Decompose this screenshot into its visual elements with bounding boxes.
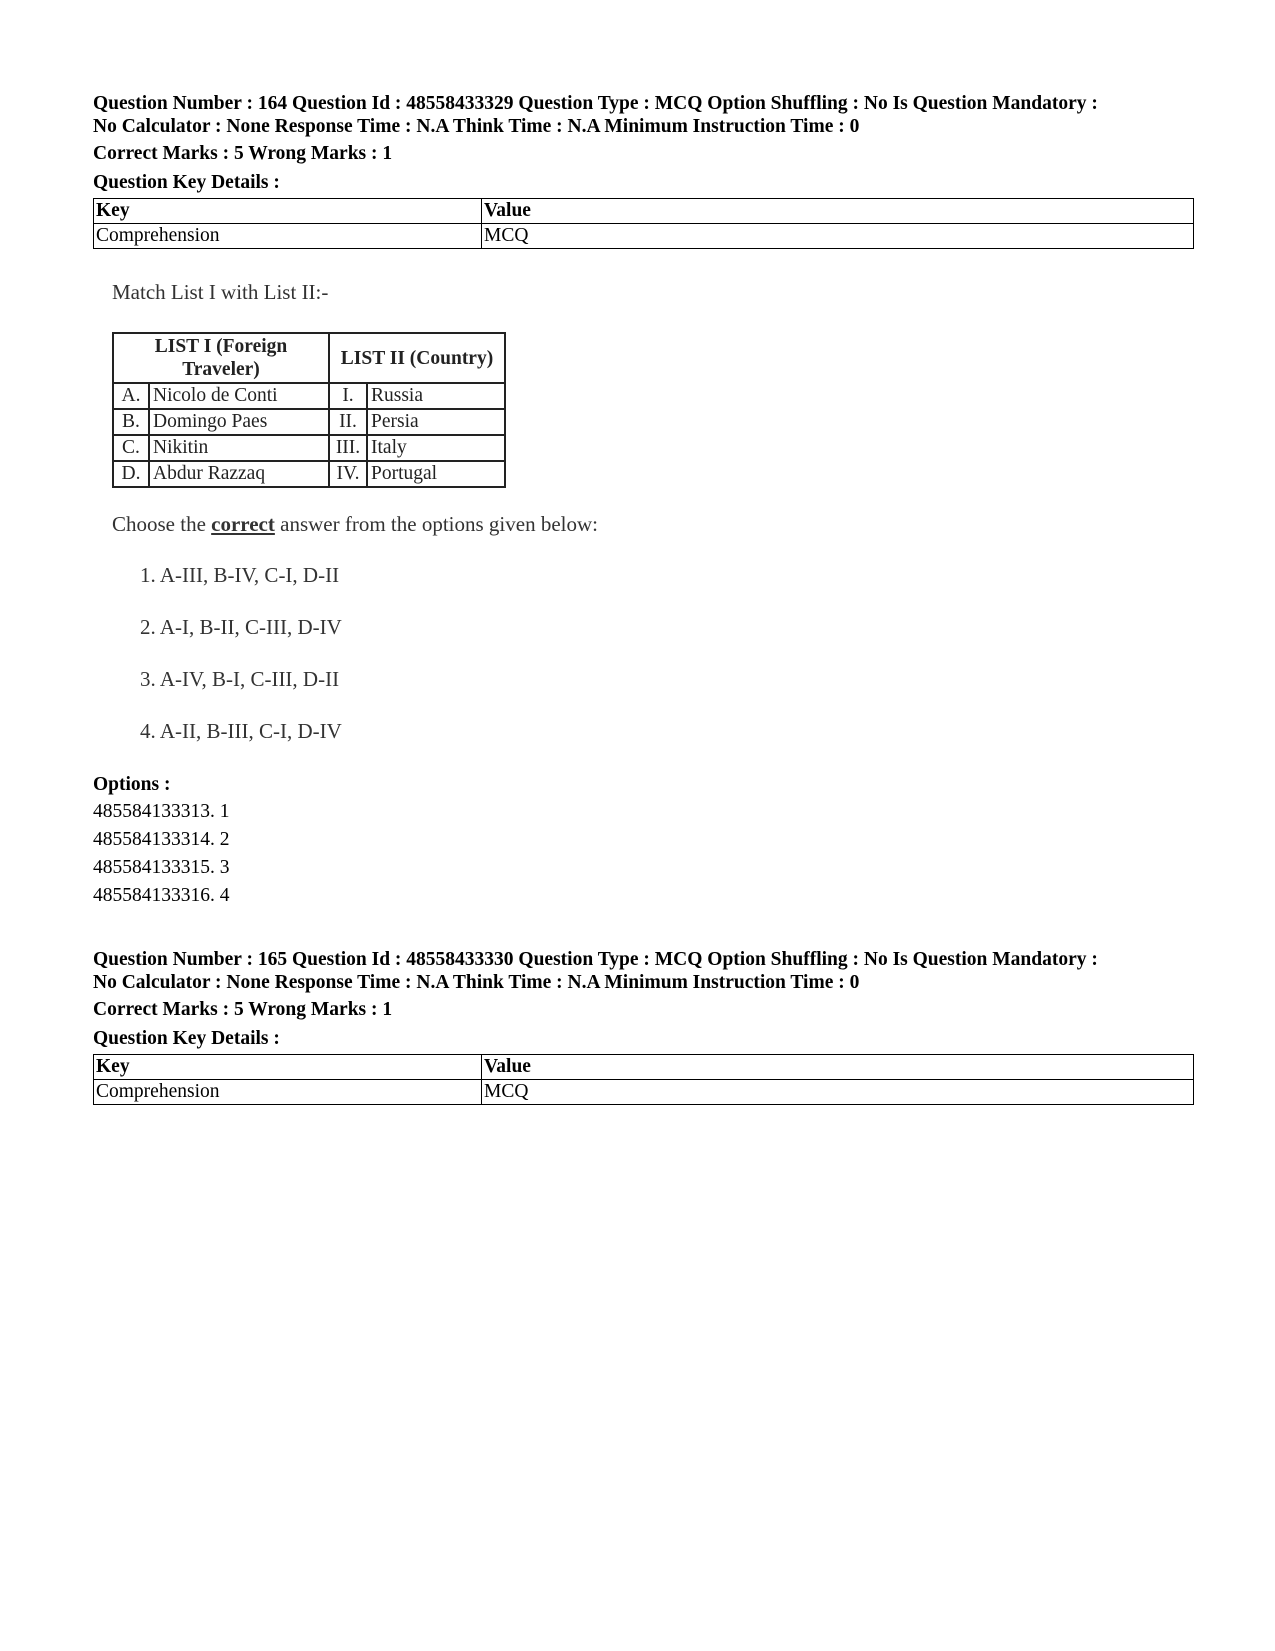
choose-instruction xyxy=(112,512,598,537)
list-1-item: Domingo Paes xyxy=(149,409,329,435)
list-2-item: Russia xyxy=(367,383,505,409)
match-lists-table xyxy=(112,332,506,488)
question-165-key-table xyxy=(93,1054,1194,1105)
question-164-body xyxy=(112,276,672,761)
question-165-meta xyxy=(93,948,1193,994)
choose-text-emphasis: correct xyxy=(211,512,275,536)
value-cell: MCQ xyxy=(482,224,1194,249)
options-label: Options : xyxy=(93,774,171,795)
lists-header-row xyxy=(113,333,505,383)
question-164-meta-line2: No Calculator : None Response Time : N.A Think Time : N.A Minimum Instruction Time : 0 xyxy=(93,116,860,137)
list-1-header: LIST I (Foreign Traveler) xyxy=(113,333,329,383)
question-165-marks: Correct Marks : 5 Wrong Marks : 1 xyxy=(93,999,393,1020)
key-table-row xyxy=(94,1080,1194,1105)
list-2-numeral: III. xyxy=(329,435,367,461)
list-2-item: Persia xyxy=(367,409,505,435)
question-164-marks: Correct Marks : 5 Wrong Marks : 1 xyxy=(93,143,393,164)
answer-choice-1: 1. A-III, B-IV, C-I, D-II xyxy=(140,563,340,587)
question-165-meta-line2: No Calculator : None Response Time : N.A Think Time : N.A Minimum Instruction Time : 0 xyxy=(93,972,860,993)
question-164-header xyxy=(93,92,1193,249)
option-item: 485584133313. 1 xyxy=(93,801,230,822)
question-165-meta-line1: Question Number : 165 Question Id : 48558433330 Question Type : MCQ Option Shuffling : No Is Question Mandatory : xyxy=(93,949,1098,970)
list-1-letter: A. xyxy=(113,383,149,409)
lists-row xyxy=(113,461,505,487)
list-2-item: Portugal xyxy=(367,461,505,487)
list-2-numeral: I. xyxy=(329,383,367,409)
list-1-letter: D. xyxy=(113,461,149,487)
option-item: 485584133314. 2 xyxy=(93,829,230,850)
list-2-numeral: II. xyxy=(329,409,367,435)
list-2-numeral: IV. xyxy=(329,461,367,487)
choose-text-post: answer from the options given below: xyxy=(280,512,598,536)
match-instruction: Match List I with List II:- xyxy=(112,280,329,304)
question-164-key-table xyxy=(93,198,1194,249)
list-1-item: Abdur Razzaq xyxy=(149,461,329,487)
list-1-letter: B. xyxy=(113,409,149,435)
lists-row xyxy=(113,409,505,435)
key-cell: Comprehension xyxy=(94,224,482,249)
lists-row xyxy=(113,435,505,461)
key-cell: Comprehension xyxy=(94,1080,482,1105)
list-1-item: Nicolo de Conti xyxy=(149,383,329,409)
value-column-header: Value xyxy=(482,199,1194,224)
question-164-key-details-label: Question Key Details : xyxy=(93,172,280,193)
key-table-header-row xyxy=(94,199,1194,224)
option-item: 485584133316. 4 xyxy=(93,885,230,906)
lists-row xyxy=(113,383,505,409)
key-column-header: Key xyxy=(94,1055,482,1080)
question-165-header xyxy=(93,948,1193,1105)
value-cell: MCQ xyxy=(482,1080,1194,1105)
list-1-letter: C. xyxy=(113,435,149,461)
key-table-header-row xyxy=(94,1055,1194,1080)
question-164-meta xyxy=(93,92,1193,138)
key-column-header: Key xyxy=(94,199,482,224)
answer-choice-4: 4. A-II, B-III, C-I, D-IV xyxy=(140,719,342,743)
question-164-meta-line1: Question Number : 164 Question Id : 48558433329 Question Type : MCQ Option Shuffling : No Is Question Mandatory : xyxy=(93,93,1098,114)
question-165-key-details-label: Question Key Details : xyxy=(93,1028,280,1049)
choose-text-pre: Choose the xyxy=(112,512,206,536)
list-1-item: Nikitin xyxy=(149,435,329,461)
answer-choice-2: 2. A-I, B-II, C-III, D-IV xyxy=(140,615,342,639)
answer-choice-3: 3. A-IV, B-I, C-III, D-II xyxy=(140,667,340,691)
list-2-item: Italy xyxy=(367,435,505,461)
option-item: 485584133315. 3 xyxy=(93,857,230,878)
key-table-row xyxy=(94,224,1194,249)
list-2-header: LIST II (Country) xyxy=(329,333,505,383)
value-column-header: Value xyxy=(482,1055,1194,1080)
